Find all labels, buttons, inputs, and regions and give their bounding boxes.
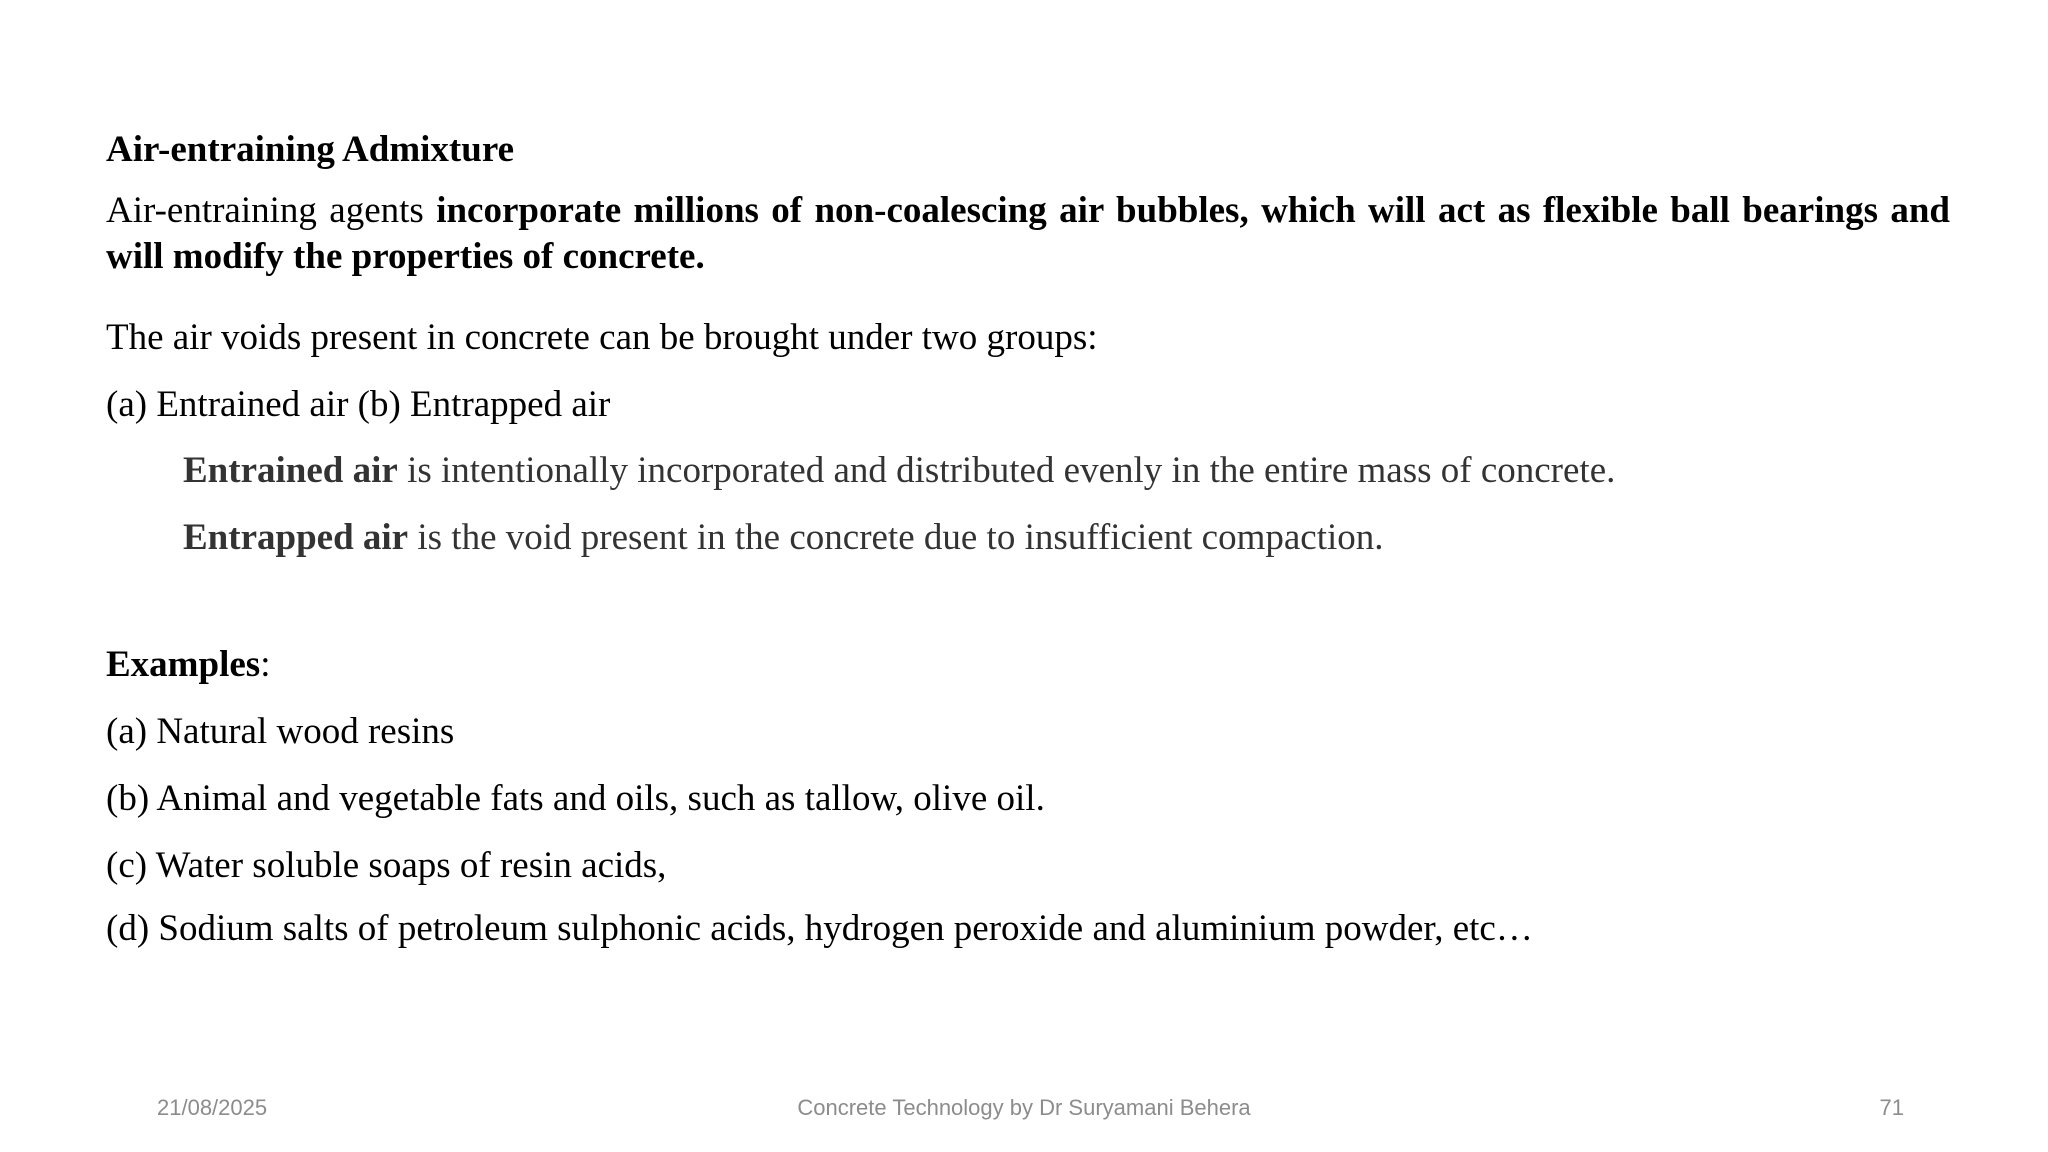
entrained-text: is intentionally incorporated and distributed evenly in the entire mass of concrete. [397, 450, 1616, 491]
entrapped-term: Entrapped air [183, 517, 409, 558]
intro-lead: Air-entraining agents [106, 190, 437, 231]
example-item: (a) Natural wood resins [106, 711, 455, 752]
examples-label: Examples [106, 644, 261, 685]
example-item: (b) Animal and vegetable fats and oils, such as tallow, olive oil. [106, 778, 1045, 819]
intro-bold: incorporate millions of non-coalescing air bubbles, which will act as flexible ball bearings and will modify the properties of concrete. [106, 190, 1951, 277]
examples-colon: : [260, 644, 271, 685]
entrained-definition [183, 449, 1615, 493]
entrapped-definition [183, 516, 1384, 560]
slide-heading: Air-entraining Admixture [106, 129, 515, 170]
example-item: (d) Sodium salts of petroleum sulphonic acids, hydrogen peroxide and aluminium powder, etc… [106, 908, 1533, 949]
example-item: (c) Water soluble soaps of resin acids, [106, 845, 667, 886]
entrained-term: Entrained air [183, 450, 398, 491]
entrapped-text: is the void present in the concrete due to insufficient compaction. [408, 517, 1384, 558]
intro-paragraph [106, 188, 1950, 280]
groups-list: (a) Entrained air (b) Entrapped air [106, 384, 611, 425]
footer-page-number: 71 [1879, 1095, 1904, 1120]
examples-heading [106, 643, 270, 687]
footer-date: 21/08/2025 [157, 1095, 268, 1120]
footer-title: Concrete Technology by Dr Suryamani Behera [797, 1095, 1251, 1120]
groups-sentence: The air voids present in concrete can be brought under two groups: [106, 317, 1098, 358]
